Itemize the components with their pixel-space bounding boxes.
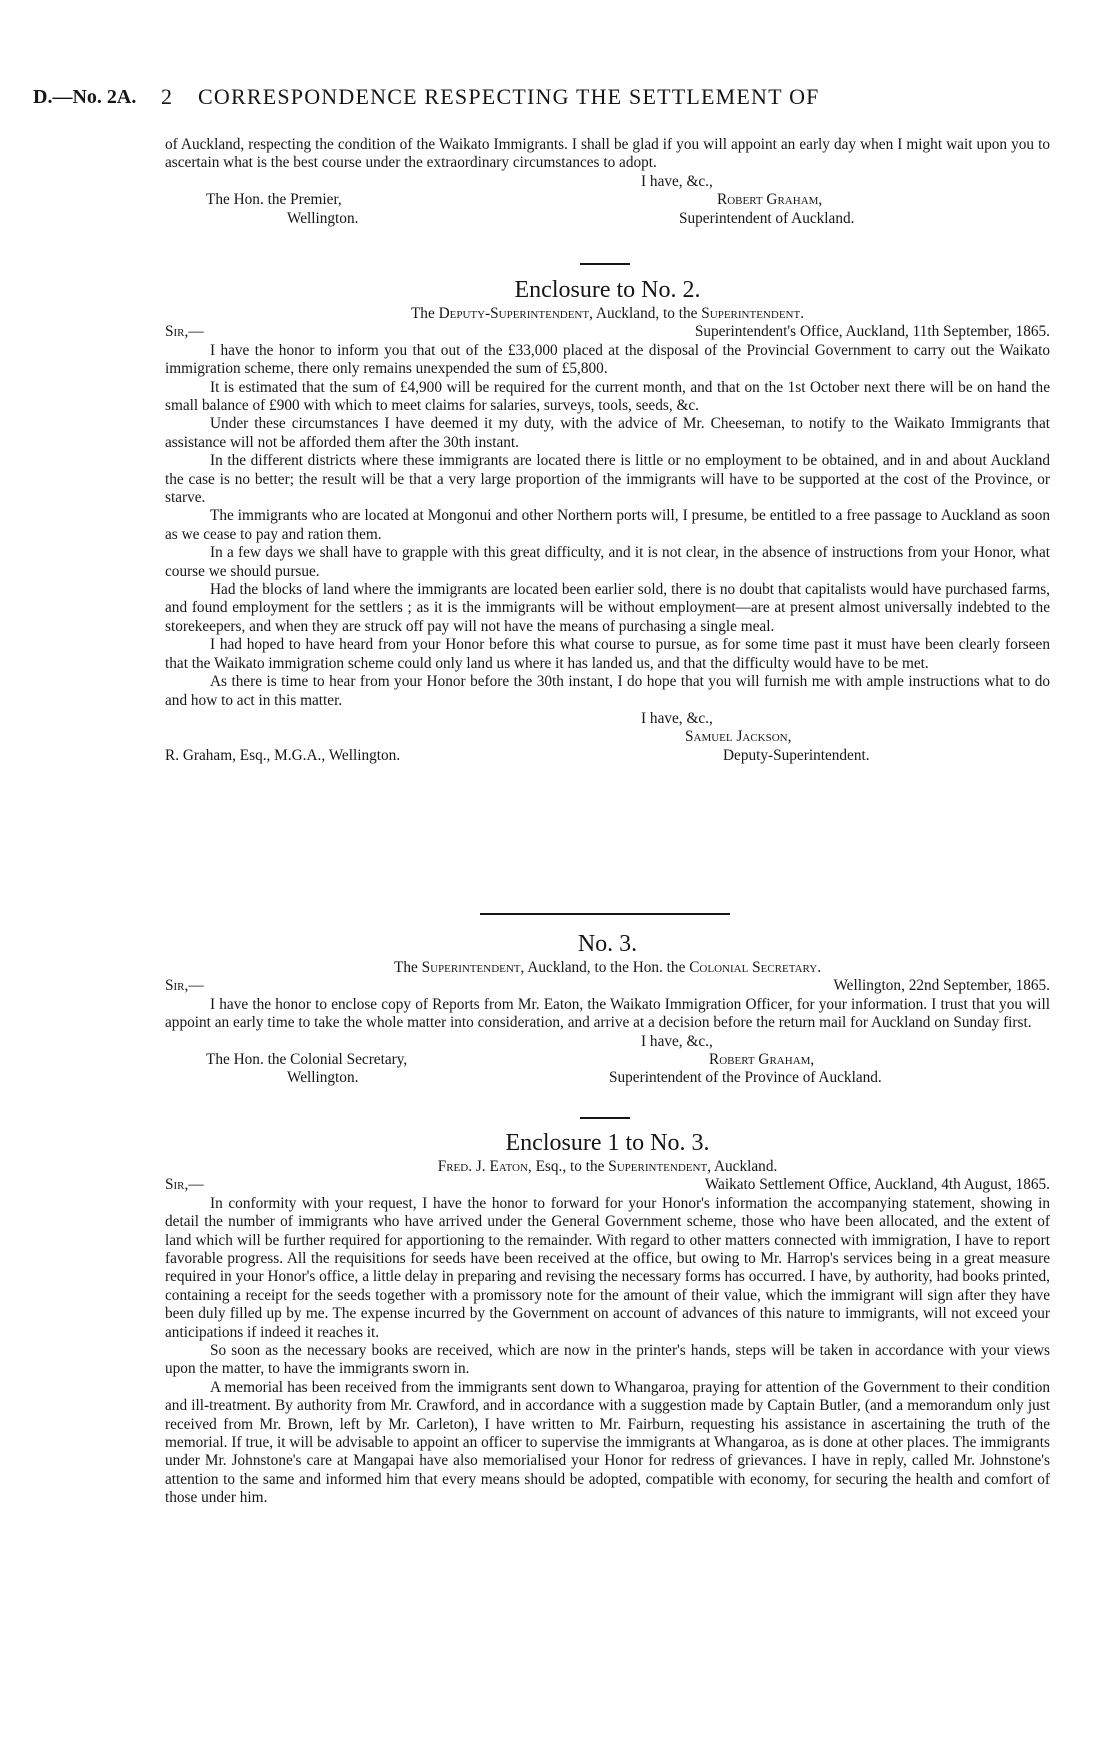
section-heading: No. 3. (577, 931, 638, 957)
paragraph: As there is time to hear from your Honor before the 30th instant, I do hope that you will furnish me with ample instructions what to do and how to act in this matter. (165, 673, 1050, 709)
closing: I have, &c., (641, 172, 713, 190)
signer-name: Robert Graham, (717, 191, 823, 209)
signer-title: Superintendent of Auckland. (679, 209, 855, 227)
salutation-row (165, 1176, 1050, 1194)
paragraph: Had the blocks of land where the immigrants are located been earlier sold, there is no doubt that capitalists would have purchased farms, and found employment for the settlers ; as it is the immigrants will be without employment—are at present almost universally indebted to the storekeepers, and when they are struck off pay will not have the means of purchasing a single meal. (165, 581, 1050, 635)
paragraph: I have the honor to inform you that out of the £33,000 placed at the disposal of the Provincial Government to carry out the Waikato immigration scheme, there only remains unexpended the sum of £5,800. (165, 341, 1050, 378)
addressee-city: Wellington. (287, 1069, 359, 1087)
paragraph: So soon as the necessary books are received, which are now in the printer's hands, steps will be taken in accordance with your views upon the matter, to have the immigrants sworn in. (165, 1342, 1050, 1378)
paragraph: A memorial has been received from the immigrants sent down to Whangaroa, praying for attention of the Government to their condition and ill-treatment. By authority from Mr. Crawford, and in accordance with a suggestion made by Captain Butler, (and a memorandum only just received from Mr. Brown, left by Mr. Carleton), I have written to Mr. Fairburn, requesting his assistance in ascertaining the truth of the memorial. If true, it will be advisable to appoint an officer to supervise the immigrants at Whangaroa, as is done at other places. The immigrants under Mr. Johnstone's care at Mangapai have also memorialised your Honor for redress of grievances. I have in reply, called Mr. Johnstone's attention to the same and informed him that every means should be adopted, compatible with economy, for securing the health and comfort of those under him. (165, 1378, 1050, 1507)
closing-row (165, 710, 1050, 728)
signer-title: Deputy-Superintendent. (723, 746, 870, 764)
dateline: Superintendent's Office, Auckland, 11th September, 1865. (694, 323, 1050, 341)
letter-no3 (165, 929, 1050, 1088)
enclosure1-no3 (165, 1128, 1050, 1508)
paragraph: In conformity with your request, I have the honor to forward for your Honor's information the accompanying statement, showing in detail the number of immigrants who have arrived under the General Government scheme, those who have been allocated, and the extent of land which will be further required for apportioning to the remainder. With regard to other matters connected with immigration, I have to report favorable progress. All the requisitions for seeds have been received at the office, but owing to Mr. Harrop's services being in a great measure required in your Honor's office, a little delay in preparing and revising the necessary forms has occurred. I have, by authority, had books printed, containing a receipt for the seeds together with a promissory note for the amount of their value, which the immigrant will sign after they have been duly filled up by me. The expense incurred by the Government on account of advances of this nature to immigrants, will not exceed your anticipations if indeed it reaches it. (165, 1194, 1050, 1341)
paragraph: In a few days we shall have to grapple with this great difficulty, and it is not clear, in the absence of instructions from your Honor, what course we should pursue. (165, 544, 1050, 580)
paragraph: The immigrants who are located at Mongonui and other Northern ports will, I presume, be entitled to a free passage to Auckland as soon as we cease to pay and ration them. (165, 507, 1050, 543)
addressee-city: Wellington. (287, 209, 359, 227)
paragraph: I have the honor to enclose copy of Reports from Mr. Eaton, the Waikato Immigration Officer, for your information. I trust that you will appoint an early time to take the whole matter into consideration, and arrive at a decision before the return mail for Auckland on Sunday first. (165, 995, 1050, 1032)
salutation: Sir,— (165, 977, 204, 995)
page-title: CORRESPONDENCE RESPECTING THE SETTLEMENT OF (198, 84, 820, 109)
section-heading: Enclosure to No. 2. (514, 277, 701, 303)
addressee: The Hon. the Premier, (206, 191, 342, 209)
from-line: The Deputy-Superintendent, Auckland, to the Superintendent. (410, 305, 805, 322)
closing: I have, &c., (641, 1032, 713, 1050)
salutation-row (165, 323, 1050, 341)
from-line: Fred. J. Eaton, Esq., to the Superintendent, Auckland. (437, 1158, 778, 1175)
closing-row (165, 173, 1050, 191)
salutation: Sir,— (165, 323, 204, 341)
section-divider (580, 1117, 630, 1119)
signature-row-2 (165, 747, 1050, 765)
section-divider (480, 913, 730, 915)
signer-name: Samuel Jackson, (685, 728, 792, 746)
signature-row (165, 728, 1050, 746)
paragraph: It is estimated that the sum of £4,900 will be required for the current month, and that on the 1st October next there will be on hand the small balance of £900 with which to meet claims for salaries, surveys, tools, seeds, &c. (165, 378, 1050, 415)
paragraph: In the different districts where these immigrants are located there is little or no employment to be obtained, and in and about Auckland the case is no better; the result will be that a very large proportion of the immigrants will have to be supported at the cost of the Province, or starve. (165, 452, 1050, 507)
signer-name: Robert Graham, (709, 1051, 815, 1068)
dateline: Waikato Settlement Office, Auckland, 4th August, 1865. (704, 1176, 1050, 1194)
signature-row (165, 1051, 1050, 1069)
addressee: R. Graham, Esq., M.G.A., Wellington. (165, 746, 401, 764)
signer-title: Superintendent of the Province of Auckland. (609, 1069, 882, 1087)
signature-row-2 (165, 210, 1050, 228)
dateline: Wellington, 22nd September, 1865. (833, 977, 1050, 995)
letter-tail (165, 136, 1050, 228)
signature-row (165, 191, 1050, 209)
signature-row-2 (165, 1069, 1050, 1087)
section-divider (580, 263, 630, 265)
document-reference: D.—No. 2A. (33, 86, 137, 108)
page-number: 2 (161, 84, 174, 109)
letter-tail-text: of Auckland, respecting the condition of the Waikato Immigrants. I shall be glad if you will appoint an early day when I might wait upon you to ascertain what is the best course under the extraordinary circumstances to adopt. (165, 136, 1050, 172)
paragraph: I had hoped to have heard from your Honor before this what course to pursue, as for some time past it must have been clearly forseen that the Waikato immigration scheme could only land us where it has landed us, and that the difficulty would have to be met. (165, 636, 1050, 672)
closing-row (165, 1033, 1050, 1051)
salutation: Sir,— (165, 1176, 204, 1194)
salutation-row (165, 977, 1050, 995)
section-heading: Enclosure 1 to No. 3. (505, 1130, 710, 1156)
addressee: The Hon. the Colonial Secretary, (206, 1051, 408, 1068)
running-head (33, 84, 1073, 114)
paragraph: Under these circumstances I have deemed it my duty, with the advice of Mr. Cheeseman, to notify to the Waikato Immigrants that assistance will not be afforded them after the 30th instant. (165, 415, 1050, 451)
from-line: The Superintendent, Auckland, to the Hon. the Colonial Secretary. (393, 959, 822, 976)
enclosure-no2 (165, 275, 1050, 765)
closing: I have, &c., (641, 709, 713, 727)
